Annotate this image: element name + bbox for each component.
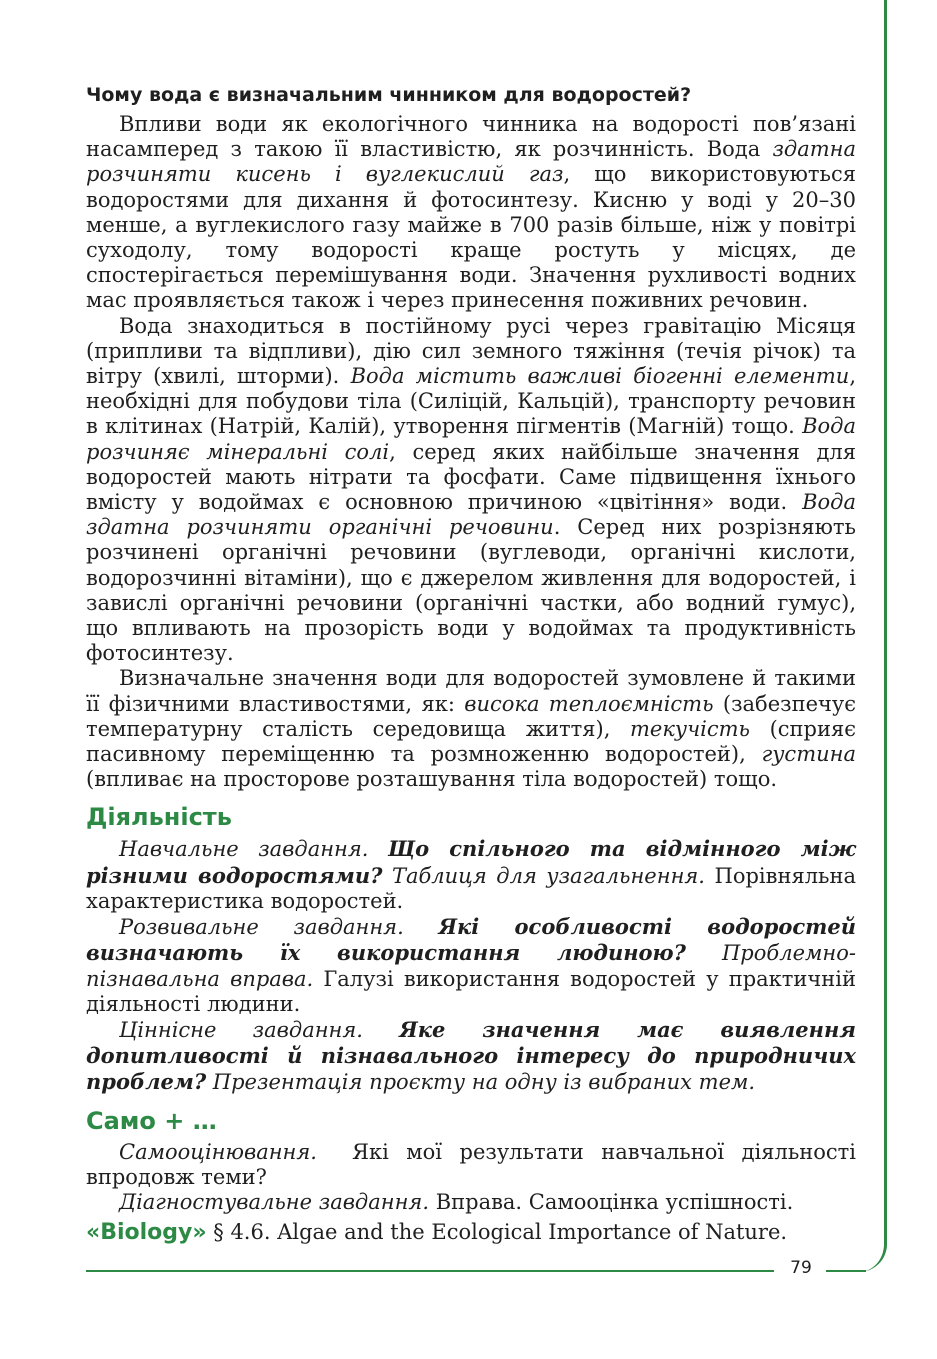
self-text: Вправа. Самооцінка успішності. [429,1189,794,1214]
diagnostic-task [86,1190,856,1215]
paragraph-physical-properties [86,666,856,792]
self-heading: Само + … [86,1106,217,1135]
task-label: Навчальне завдання. [119,837,388,862]
task-question: Яке значення має виявлення допитливості й пізнавального інтересу до природничих проблем? [86,1016,856,1095]
paragraph-text: , серед яких найбільше значення для водоростей мають нітрати та фосфати. Саме підвищення їхнього вмісту у водоймах є основною причиною «цвітіння» води. [86,439,856,515]
paragraph-text: Вода знаходиться в постійному русі через гравітацію Місяця (припливи та відпливи), дію сил земного тяжіння (течія річок) та вітру (хвилі, шторми). [86,313,856,389]
task-label: Розвивальне завдання. [119,915,439,940]
self-assessment [86,1139,863,1190]
footer-rule-right [826,1270,866,1272]
task-question: Які особливості водоростей визначають їх використання людиною? [86,914,857,966]
paragraph-text: Визначальне значення води для водоростей зумовлене й такими її фізичними властивостями, як: [86,666,856,716]
emphasis-text: здатна розчиняти кисень і вуглекислий газ [86,137,856,187]
task-description: Презентація проєкту на одну із вибраних тем. [206,1070,756,1095]
self-label: Діагностувальне завдання. [119,1189,430,1214]
paragraph-text: (впливає на просторове розташування тіла водоростей) тощо. [86,767,778,792]
page-number: 79 [790,1258,812,1278]
emphasis-text: Вода здатна розчиняти органічні речовини [86,490,856,540]
paragraph-text: , що використовуються водоростями для дихання й фотосинтезу. Кисню у воді у 20–30 менше, а вуглекислого газу майже в 700 разів більше, ніж у повітрі суходолу, тому водорості краще ростуть у місцях, де спостерігається перемішування води. Значення рухливості водних мас проявляється також і через принесення поживних речовин. [86,162,856,313]
task-developmental [86,914,856,1017]
task-value [86,1017,856,1096]
task-label: Ціннісне завдання. [119,1017,400,1042]
emphasis-text: Вода містить важливі біогенні елементи [350,364,850,389]
biology-reference [86,1219,856,1246]
task-type: Таблиця для узагальнення. [382,863,705,888]
paragraph-text: (сприяє пасивному переміщенню та розмноженню водоростей), [86,716,857,767]
page-body [86,80,863,1246]
self-label: Самооцінювання. [119,1139,317,1164]
paragraph-text: . Серед них розрізняють розчинені органічні речовини (вуглеводи, органічні кислоти, водорозчинні вітаміни), що є джерелом живлення для водоростей, і завислі органічні речовини (органічні частки, або водний гумус), що впливають на прозорість води у водоймах та продуктивність фотосинтезу. [86,515,856,666]
task-question: Що спільного та відмінного між різними водоростями? [86,836,856,888]
paragraph-text: , необхідні для побудови тіла (Силіцій, Кальцій), транспорту речовин в клітинах (Натрій, Калій), утворення пігментів (Магній) тощо. [86,364,856,439]
emphasis-text: текучість [630,716,750,741]
activity-heading: Діяльність [86,803,232,832]
footer-rule-left [86,1270,774,1272]
self-text: Які мої результати навчальної діяльності впродовж теми? [86,1139,863,1189]
emphasis-text: Вода розчиняє мінеральні солі [86,414,856,464]
paragraph-solubility [86,112,856,314]
emphasis-text: густина [761,742,856,767]
paragraph-movement [86,314,856,667]
paragraph-text: (забезпечує температурну сталість середовища життя), [86,691,856,741]
question-heading: Чому вода є визначальним чинником для водоростей? [86,84,692,106]
paragraph-text: Впливи води як екологічного чинника на водорості пов’язані насамперед з такою її властивістю, як розчинність. Вода [86,112,856,162]
task-description: Галузі використання водоростей у практичній діяльності людини. [86,966,856,1016]
task-description: Порівняльна характеристика водоростей. [86,863,856,913]
task-educational [86,836,856,914]
biology-ref-text: § 4.6. Algae and the Ecological Importance of Nature. [206,1220,788,1245]
biology-brand: «Biology» [86,1220,207,1246]
emphasis-text: висока теплоємність [464,691,714,716]
task-type: Проблемно-пізнавальна вправа. [86,941,856,991]
